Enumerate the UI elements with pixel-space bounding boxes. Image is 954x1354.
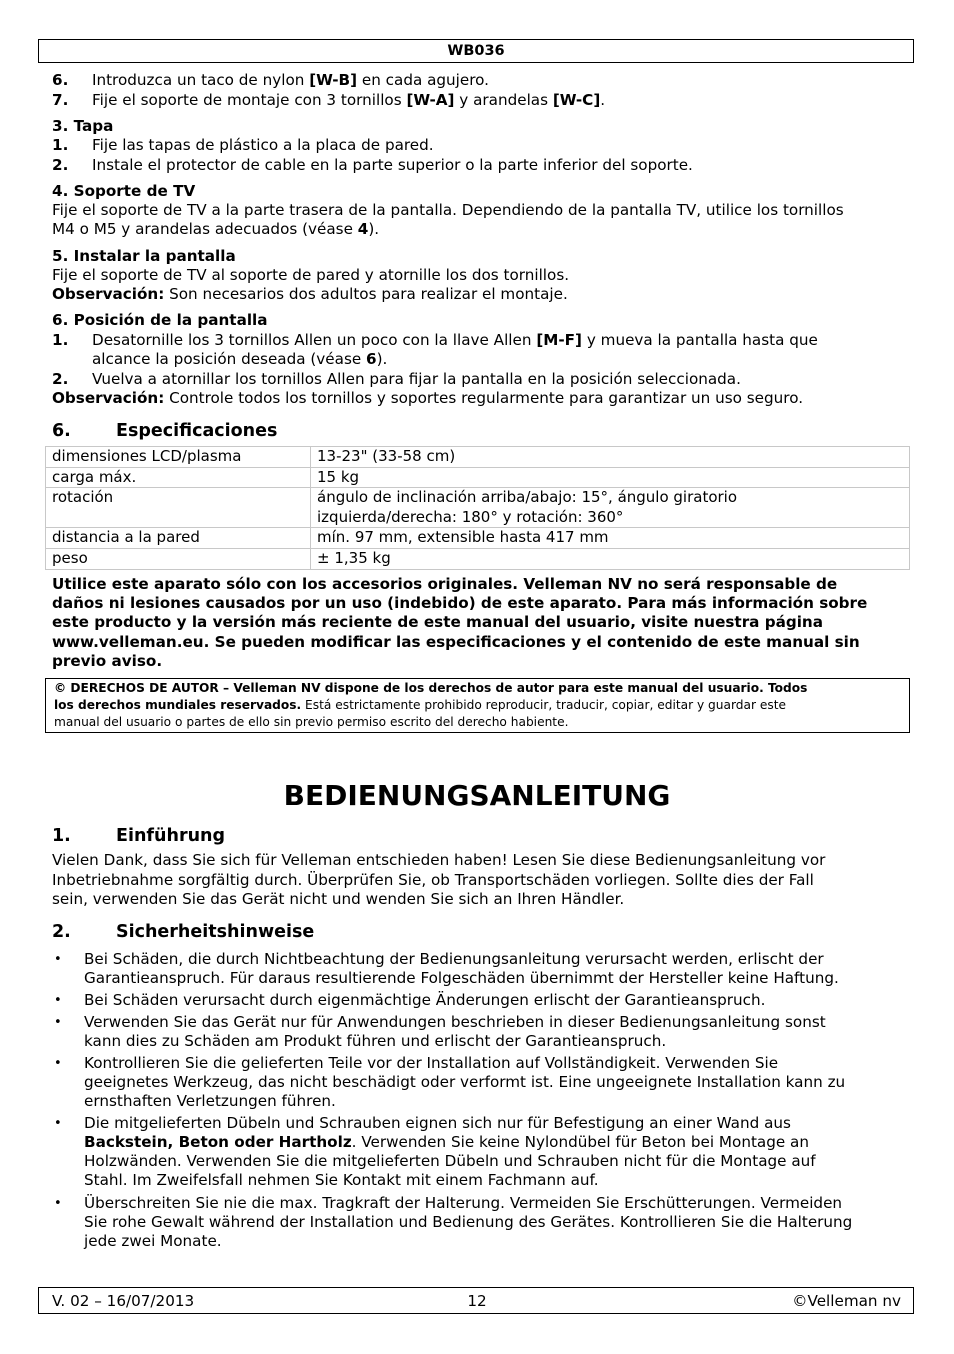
subsection-title: 3. Tapa [52, 117, 114, 135]
step-number: 7. [52, 91, 69, 109]
paragraph-line: Inbetriebnahme sorgfältig durch. Überprüfen Sie, ob Transportschäden vorliegen. Sollte dies der Fall [52, 871, 814, 889]
step-text: Introduzca un taco de nylon [W-B] en cada agujero. [92, 71, 489, 89]
step-text: Instale el protector de cable en la parte superior o la parte inferior del soporte. [92, 156, 693, 174]
warning-line: daños ni lesiones causados por un uso (indebido) de este aparato. Para más información sobre [52, 594, 868, 612]
spec-label: carga máx. [46, 467, 311, 488]
table-row [46, 447, 910, 468]
subsection-title: 6. Posición de la pantalla [52, 311, 268, 329]
step-text: Vuelva a atornillar los tornillos Allen para fijar la pantalla en la posición seleccionada. [92, 370, 741, 388]
section-title: Einführung [116, 826, 226, 846]
footer-copyright: ©Velleman nv [792, 1292, 901, 1310]
bullet-text: Bei Schäden, die durch Nichtbeachtung der Bedienungsanleitung verursacht werden, erlischt der [84, 950, 824, 968]
spec-value: mín. 97 mm, extensible hasta 417 mm [311, 528, 910, 549]
subsection-title: 5. Instalar la pantalla [52, 247, 236, 265]
section-number: 1. [52, 826, 71, 846]
page-footer [38, 1287, 914, 1314]
step-text: Desatornille los 3 tornillos Allen un poco con la llave Allen [M-F] y mueva la pantalla hasta que [92, 331, 818, 349]
step-number: 1. [52, 331, 69, 349]
bullet-text: jede zwei Monate. [84, 1232, 222, 1250]
warning-line: previo aviso. [52, 652, 163, 670]
bullet-icon: • [54, 993, 62, 1008]
spec-value: ± 1,35 kg [311, 548, 910, 569]
bullet-icon: • [54, 1196, 62, 1211]
bullet-icon: • [54, 1015, 62, 1030]
bullet-text: Verwenden Sie das Gerät nur für Anwendungen beschrieben in dieser Bedienungsanleitung sonst [84, 1013, 826, 1031]
step-number: 1. [52, 136, 69, 154]
step-number: 2. [52, 156, 69, 174]
spec-label: distancia a la pared [46, 528, 311, 549]
table-row [46, 548, 910, 569]
bullet-icon: • [54, 952, 62, 967]
section-number: 2. [52, 922, 71, 942]
spec-value [311, 488, 910, 528]
copyright-line: manual del usuario o partes de ello sin previo permiso escrito del derecho habiente. [54, 715, 569, 729]
bullet-text: Die mitgelieferten Dübeln und Schrauben eignen sich nur für Befestigung an einer Wand aus [84, 1114, 791, 1132]
note-line: Observación: Son necesarios dos adultos para realizar el montaje. [52, 285, 568, 303]
bullet-text: Kontrollieren Sie die gelieferten Teile vor der Installation auf Vollständigkeit. Verwenden Sie [84, 1054, 779, 1072]
paragraph-line: M4 o M5 y arandelas adecuados (véase 4). [52, 220, 380, 238]
bullet-text: ernsthaften Verletzungen führen. [84, 1092, 336, 1110]
bullet-text: Backstein, Beton oder Hartholz. Verwenden Sie keine Nylondübel für Beton bei Montage an [84, 1133, 809, 1151]
spec-label: peso [46, 548, 311, 569]
footer-version: V. 02 – 16/07/2013 [52, 1292, 195, 1310]
copyright-line: los derechos mundiales reservados. Está estrictamente prohibido reproducir, traducir, copiar, editar y guardar este [54, 698, 786, 712]
warning-line: Utilice este aparato sólo con los accesorios originales. Velleman NV no será responsable de [52, 575, 838, 593]
table-row [46, 488, 910, 528]
bullet-text: Holzwänden. Verwenden Sie die mitgelieferten Dübeln und Schrauben nicht für die Montage auf [84, 1152, 816, 1170]
step-number: 6. [52, 71, 69, 89]
bullet-icon: • [54, 1056, 62, 1071]
warning-line: este producto y la versión más reciente de este manual del usuario, visite nuestra página [52, 613, 823, 631]
section-title: Especificaciones [116, 421, 278, 441]
footer-page-number: 12 [467, 1292, 487, 1310]
paragraph-line: Vielen Dank, dass Sie sich für Velleman entschieden haben! Lesen Sie diese Bedienungsanleitung vor [52, 851, 826, 869]
bullet-text: Bei Schäden verursacht durch eigenmächtige Änderungen erlischt der Garantieanspruch. [84, 991, 766, 1009]
section-number: 6. [52, 421, 71, 441]
spec-table [45, 446, 910, 570]
bullet-text: Überschreiten Sie nie die max. Tragkraft der Halterung. Vermeiden Sie Erschütterungen. Vermeiden [84, 1194, 843, 1212]
step-text: Fije las tapas de plástico a la placa de pared. [92, 136, 434, 154]
bullet-icon: • [54, 1116, 62, 1131]
table-row [46, 528, 910, 549]
copyright-line: © DERECHOS DE AUTOR – Velleman NV dispone de los derechos de autor para este manual del usuario. Todos [54, 681, 808, 695]
spec-value-line: izquierda/derecha: 180° y rotación: 360° [317, 507, 624, 526]
model-number: WB036 [447, 43, 505, 59]
spec-value-line: ángulo de inclinación arriba/abajo: 15°, ángulo giratorio [317, 488, 738, 507]
table-row [46, 467, 910, 488]
bullet-text: Garantieanspruch. Für daraus resultierende Folgeschäden übernimmt der Hersteller keine Haftung. [84, 969, 839, 987]
warning-line: www.velleman.eu. Se pueden modificar las especificaciones y el contenido de este manual sin [52, 633, 860, 651]
note-line: Observación: Controle todos los tornillos y soportes regularmente para garantizar un uso seguro. [52, 389, 804, 407]
spec-label: rotación [46, 488, 311, 528]
spec-value: 13-23" (33-58 cm) [311, 447, 910, 468]
section-title: Sicherheitshinweise [116, 922, 315, 942]
bullet-text: geeignetes Werkzeug, das nicht beschädigt oder verformt ist. Eine ungeeignete Installation kann zu [84, 1073, 846, 1091]
bullet-text: Sie rohe Gewalt während der Installation und Bedienung des Gerätes. Kontrollieren Sie die Halterung [84, 1213, 853, 1231]
step-text: alcance la posición deseada (véase 6). [92, 350, 388, 368]
spec-value: 15 kg [311, 467, 910, 488]
bullet-text: kann dies zu Schäden am Produkt führen und erlischt der Garantieanspruch. [84, 1032, 667, 1050]
paragraph-line: Fije el soporte de TV a la parte trasera de la pantalla. Dependiendo de la pantalla TV, utilice los tornillos [52, 201, 844, 219]
step-text: Fije el soporte de montaje con 3 tornillos [W-A] y arandelas [W-C]. [92, 91, 606, 109]
copyright-box [45, 678, 910, 733]
subsection-title: 4. Soporte de TV [52, 182, 196, 200]
paragraph-line: Fije el soporte de TV al soporte de pared y atornille los dos tornillos. [52, 266, 570, 284]
page-header [38, 39, 914, 63]
spec-label: dimensiones LCD/plasma [46, 447, 311, 468]
bullet-text: Stahl. Im Zweifelsfall nehmen Sie Kontakt mit einem Fachmann auf. [84, 1171, 599, 1189]
step-number: 2. [52, 370, 69, 388]
manual-title: BEDIENUNGSANLEITUNG [283, 779, 671, 812]
paragraph-line: sein, verwenden Sie das Gerät nicht und wenden Sie sich an Ihren Händler. [52, 890, 625, 908]
